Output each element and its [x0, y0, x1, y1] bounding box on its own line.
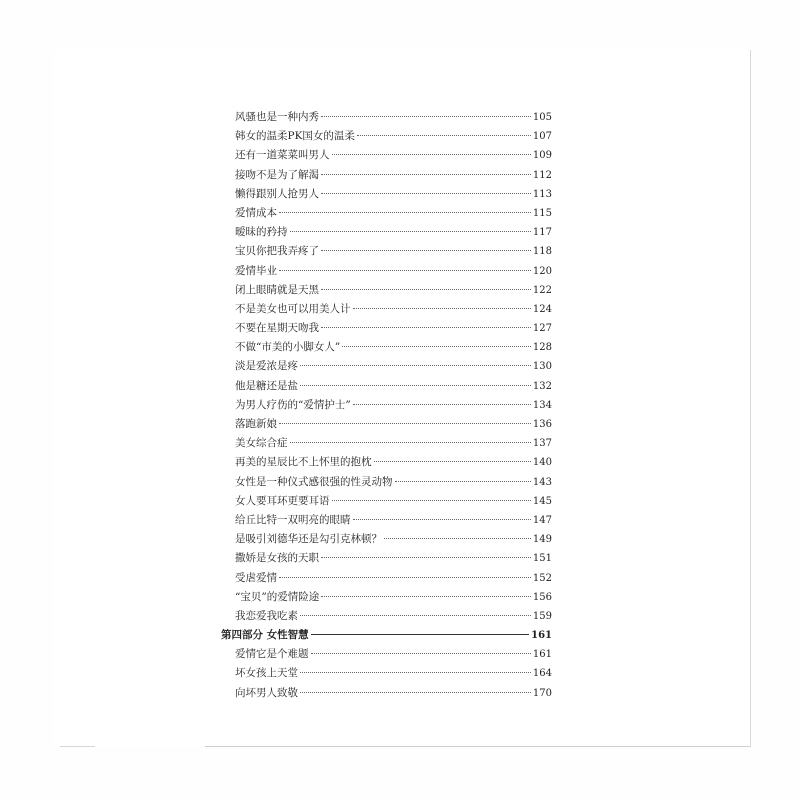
- toc-entry-title: 闭上眼睛就是天黑: [235, 283, 319, 296]
- toc-leader-dots: [321, 174, 531, 175]
- toc-page-number: 122: [532, 284, 552, 296]
- toc-entry: [221, 146, 552, 165]
- page-bottom-edge: [205, 746, 750, 747]
- toc-entry-title: 为男人疗伤的“爱情护士”: [235, 398, 351, 411]
- toc-entry-title: 宝贝你把我弄疼了: [235, 245, 319, 258]
- toc-entry: [221, 357, 552, 376]
- toc-entry-title: 撒娇是女孩的天职: [235, 552, 319, 565]
- toc-entry: [221, 204, 552, 223]
- toc-page-number: 161: [532, 649, 552, 661]
- toc-entry-title: 懒得跟别人抢男人: [235, 187, 319, 200]
- toc-entry: [221, 511, 552, 530]
- toc-page-number: 120: [532, 265, 552, 277]
- toc-entry: [221, 530, 552, 549]
- toc-leader-dots: [279, 212, 531, 213]
- toc-page-number: 152: [532, 572, 552, 584]
- toc-entry: [221, 473, 552, 492]
- toc-page-number: 130: [532, 361, 552, 373]
- toc-entry: [221, 569, 552, 588]
- toc-leader-dots: [300, 365, 531, 366]
- toc-page-number: 109: [532, 150, 552, 162]
- toc-entry: [221, 396, 552, 415]
- toc-page-number: 145: [532, 495, 552, 507]
- toc-entry-title: 他是糖还是盐: [235, 379, 298, 392]
- toc-page-number: 117: [532, 227, 552, 239]
- toc-entry-title: 是吸引刘德华还是勾引克林顿？: [235, 533, 382, 546]
- toc-leader-dots: [357, 135, 531, 136]
- toc-page-number: 147: [532, 514, 552, 526]
- toc-entry-title: 还有一道菜菜叫男人: [235, 149, 330, 162]
- toc-entry: [221, 166, 552, 185]
- toc-page-number: 149: [532, 534, 552, 546]
- toc-entry: [221, 377, 552, 396]
- toc-page-number: 136: [532, 419, 552, 430]
- toc-page-number: 156: [532, 591, 552, 603]
- toc-entry-title: 给丘比特一双明亮的眼睛: [235, 513, 351, 526]
- toc-entry-title: 第四部分 女性智慧: [221, 629, 309, 642]
- toc-leader-dots: [300, 692, 531, 693]
- toc-entry: [221, 242, 552, 261]
- toc-page-number: 170: [532, 687, 552, 699]
- toc-leader-dots: [353, 308, 531, 309]
- toc-entry-title: 女性是一种仪式感很强的性灵动物: [235, 475, 393, 488]
- toc-entry: [221, 185, 552, 204]
- toc-leader-dots: [321, 289, 531, 290]
- toc-entry-title: 淡是爱浓是疼: [235, 360, 298, 373]
- toc-page-number: 113: [532, 188, 552, 200]
- toc-entry-title: 风骚也是一种内秀: [235, 111, 319, 123]
- toc-entry: [221, 108, 552, 127]
- toc-entry-title: 受虐爱情: [235, 571, 277, 584]
- toc-entry-title: 接吻不是为了解渴: [235, 168, 319, 181]
- toc-leader-dots: [311, 653, 531, 654]
- toc-entry: [221, 300, 552, 319]
- toc-page-number: 127: [532, 323, 552, 335]
- toc-page-number: 132: [532, 380, 552, 392]
- toc-entry-title: 美女综合症: [235, 437, 288, 450]
- toc-entry-title: 不要在星期天吻我: [235, 322, 319, 335]
- toc-entry-title: 不做“市美的小脚女人”: [235, 341, 341, 354]
- toc-page-number: 140: [532, 457, 552, 469]
- toc-page-number: 105: [532, 112, 552, 123]
- toc-entry-title: 韩女的温柔PK国女的温柔: [235, 130, 355, 143]
- toc-entry-title: 爱情它是个难题: [235, 648, 309, 661]
- toc-entry: [221, 588, 552, 607]
- toc-entry: [221, 549, 552, 568]
- toc-entry: [221, 607, 552, 626]
- toc-page-number: 134: [532, 399, 552, 411]
- toc-leader-dots: [321, 327, 531, 328]
- toc-entry-title: 我恋爱我吃素: [235, 609, 298, 622]
- toc-page-number: 161: [531, 630, 552, 642]
- toc-leader-dots: [374, 461, 531, 462]
- toc-leader-dots: [279, 423, 531, 424]
- toc-page-number: 118: [532, 246, 552, 258]
- toc-leader-dots: [279, 577, 531, 578]
- toc-entry: [221, 415, 552, 434]
- toc-entry: [221, 281, 552, 300]
- toc-entry: [221, 127, 552, 146]
- toc-entry-title: 女人要耳环更要耳语: [235, 494, 330, 507]
- toc-entry-title: 落跑新娘: [235, 418, 277, 430]
- toc-section-heading: [221, 626, 552, 645]
- toc-page-number: 137: [532, 438, 552, 450]
- toc-leader-dots: [300, 672, 531, 673]
- toc-page-number: 115: [532, 207, 552, 219]
- toc-entry-title: “宝贝”的爱情险途: [235, 590, 320, 603]
- toc-entry: [221, 262, 552, 281]
- toc-page-number: 124: [532, 303, 552, 315]
- toc-entry-title: 不是美女也可以用美人计: [235, 302, 351, 315]
- toc-page-number: 107: [532, 131, 552, 143]
- toc-leader-dots: [353, 519, 531, 520]
- toc-entry: [221, 223, 552, 242]
- toc-leader-dots: [321, 557, 531, 558]
- toc-entry: [221, 684, 552, 703]
- page-edge-line: [60, 746, 95, 747]
- toc-leader-dots: [321, 193, 531, 194]
- toc-leader-dots: [279, 270, 531, 271]
- table-of-contents: [221, 108, 552, 703]
- toc-leader-dots: [342, 346, 531, 347]
- toc-page-number: 112: [532, 169, 552, 181]
- toc-entry-title: 爱情毕业: [235, 264, 277, 277]
- toc-entry: [221, 338, 552, 357]
- toc-leader-dots: [353, 404, 531, 405]
- toc-entry-title: 再美的星辰比不上怀里的抱枕: [235, 456, 372, 469]
- toc-leader-dots: [332, 500, 531, 501]
- toc-entry: [221, 453, 552, 472]
- toc-page-number: 159: [532, 610, 552, 622]
- toc-leader-dots: [290, 231, 531, 232]
- toc-leader-dots: [321, 116, 531, 117]
- toc-page-number: 128: [532, 342, 552, 354]
- toc-entry: [221, 319, 552, 338]
- toc-page-number: 164: [532, 668, 552, 680]
- toc-leader-dots: [300, 615, 531, 616]
- toc-entry: [221, 664, 552, 683]
- toc-entry-title: 爱情成本: [235, 206, 277, 219]
- toc-leader-dots: [321, 250, 531, 251]
- toc-leader-dots: [395, 481, 531, 482]
- toc-leader-dots: [332, 154, 531, 155]
- toc-entry-title: 坏女孩上天堂: [235, 667, 298, 680]
- toc-entry: [221, 434, 552, 453]
- toc-leader-dots: [321, 596, 531, 597]
- toc-entry-title: 向坏男人致敬: [235, 686, 298, 699]
- toc-entry-title: 暧昧的矜持: [235, 226, 288, 239]
- toc-page-number: 143: [532, 476, 552, 488]
- toc-leader-dots: [290, 442, 531, 443]
- toc-entry: [221, 492, 552, 511]
- toc-leader-dots: [300, 385, 531, 386]
- toc-leader-dots: [384, 538, 531, 539]
- toc-leader-dots: [311, 634, 529, 635]
- toc-entry: [221, 645, 552, 664]
- toc-page-number: 151: [532, 553, 552, 565]
